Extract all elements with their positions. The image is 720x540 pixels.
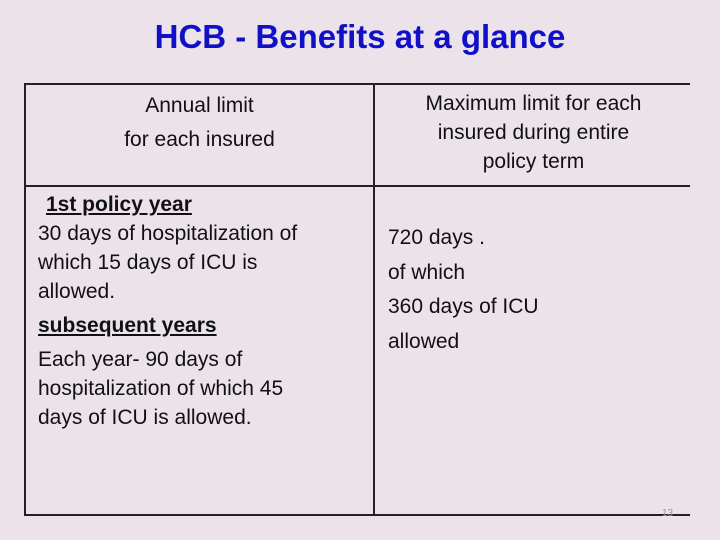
slide-title: HCB - Benefits at a glance (154, 18, 566, 55)
detail-line: which 15 days of ICU is (38, 251, 258, 274)
header-line: Annual limit (145, 94, 254, 117)
page-number: 13 (662, 508, 674, 519)
annual-limit-details (38, 190, 368, 432)
detail-line: 720 days . (388, 226, 485, 249)
header-divider (26, 185, 690, 187)
header-line: policy term (482, 150, 585, 173)
detail-line: 360 days of ICU (388, 295, 539, 318)
header-annual-limit (26, 85, 373, 185)
subsequent-years-heading: subsequent years (38, 314, 217, 337)
header-maximum-limit (375, 85, 692, 185)
detail-line: allowed (388, 329, 460, 353)
maximum-limit-details (388, 221, 688, 359)
header-line: Maximum limit for each (425, 92, 642, 115)
detail-line: of which (388, 260, 466, 284)
detail-line: days of ICU is allowed. (38, 406, 252, 429)
header-line: for each insured (124, 128, 275, 151)
header-line: insured during entire (437, 121, 630, 144)
detail-line: allowed. (38, 280, 116, 303)
benefits-table (24, 83, 690, 516)
detail-line: hospitalization of which 45 (38, 377, 284, 400)
first-year-heading: 1st policy year (46, 193, 192, 216)
detail-line: 30 days of hospitalization of (38, 222, 298, 245)
detail-line: Each year- 90 days of (38, 348, 243, 371)
